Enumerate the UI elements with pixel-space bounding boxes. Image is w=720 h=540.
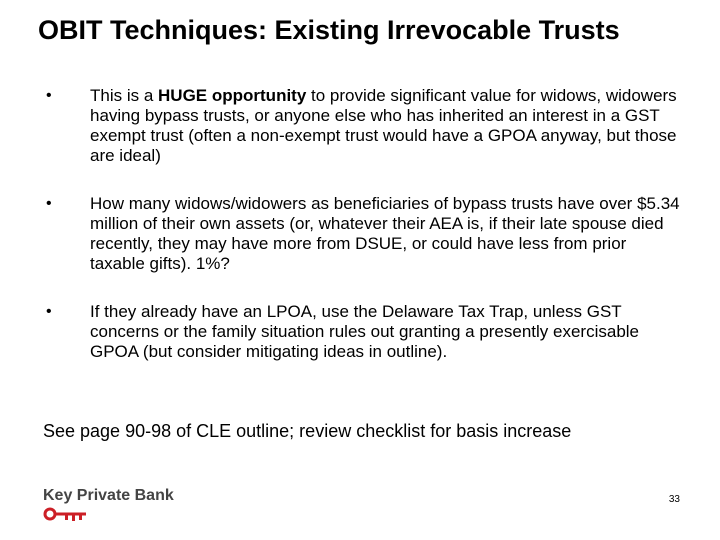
bullet-marker: • bbox=[46, 87, 52, 104]
footer-note: See page 90-98 of CLE outline; review checklist for basis increase bbox=[43, 421, 572, 441]
bullet-text-bold: HUGE opportunity bbox=[158, 86, 307, 105]
bullet-text-rest: to provide significant value for widows, widowers having bypass trusts, or anyone else who has inherited an interest in a GST exempt trust (often a non-exempt trust would have a GPOA anyway, but those are ideal) bbox=[90, 86, 677, 165]
bullet-marker: • bbox=[46, 303, 52, 320]
bullet-list bbox=[0, 86, 720, 410]
bullet-item bbox=[0, 302, 720, 410]
bullet-text: How many widows/widowers as beneficiaries of bypass trusts have over $5.34 million of their own assets (or, whatever their AEA is, if their late spouse died recently, they may have more from DSUE, or could have less from prior taxable gifts). 1%? bbox=[90, 194, 680, 273]
brand-logo bbox=[43, 486, 243, 526]
logo-text: Key Private Bank bbox=[43, 487, 174, 504]
bullet-text bbox=[90, 86, 680, 166]
bullet-item bbox=[0, 86, 720, 194]
page-number: 33 bbox=[668, 494, 680, 505]
bullet-text-prefix: This is a bbox=[90, 86, 159, 105]
bullet-item bbox=[0, 194, 720, 302]
bullet-text: If they already have an LPOA, use the Delaware Tax Trap, unless GST concerns or the family situation rules out granting a presently exercisable GPOA (but consider mitigating ideas in outline). bbox=[90, 302, 640, 361]
slide-title: OBIT Techniques: Existing Irrevocable Trusts bbox=[38, 15, 620, 45]
bullet-marker: • bbox=[46, 195, 52, 212]
key-icon bbox=[43, 506, 89, 522]
